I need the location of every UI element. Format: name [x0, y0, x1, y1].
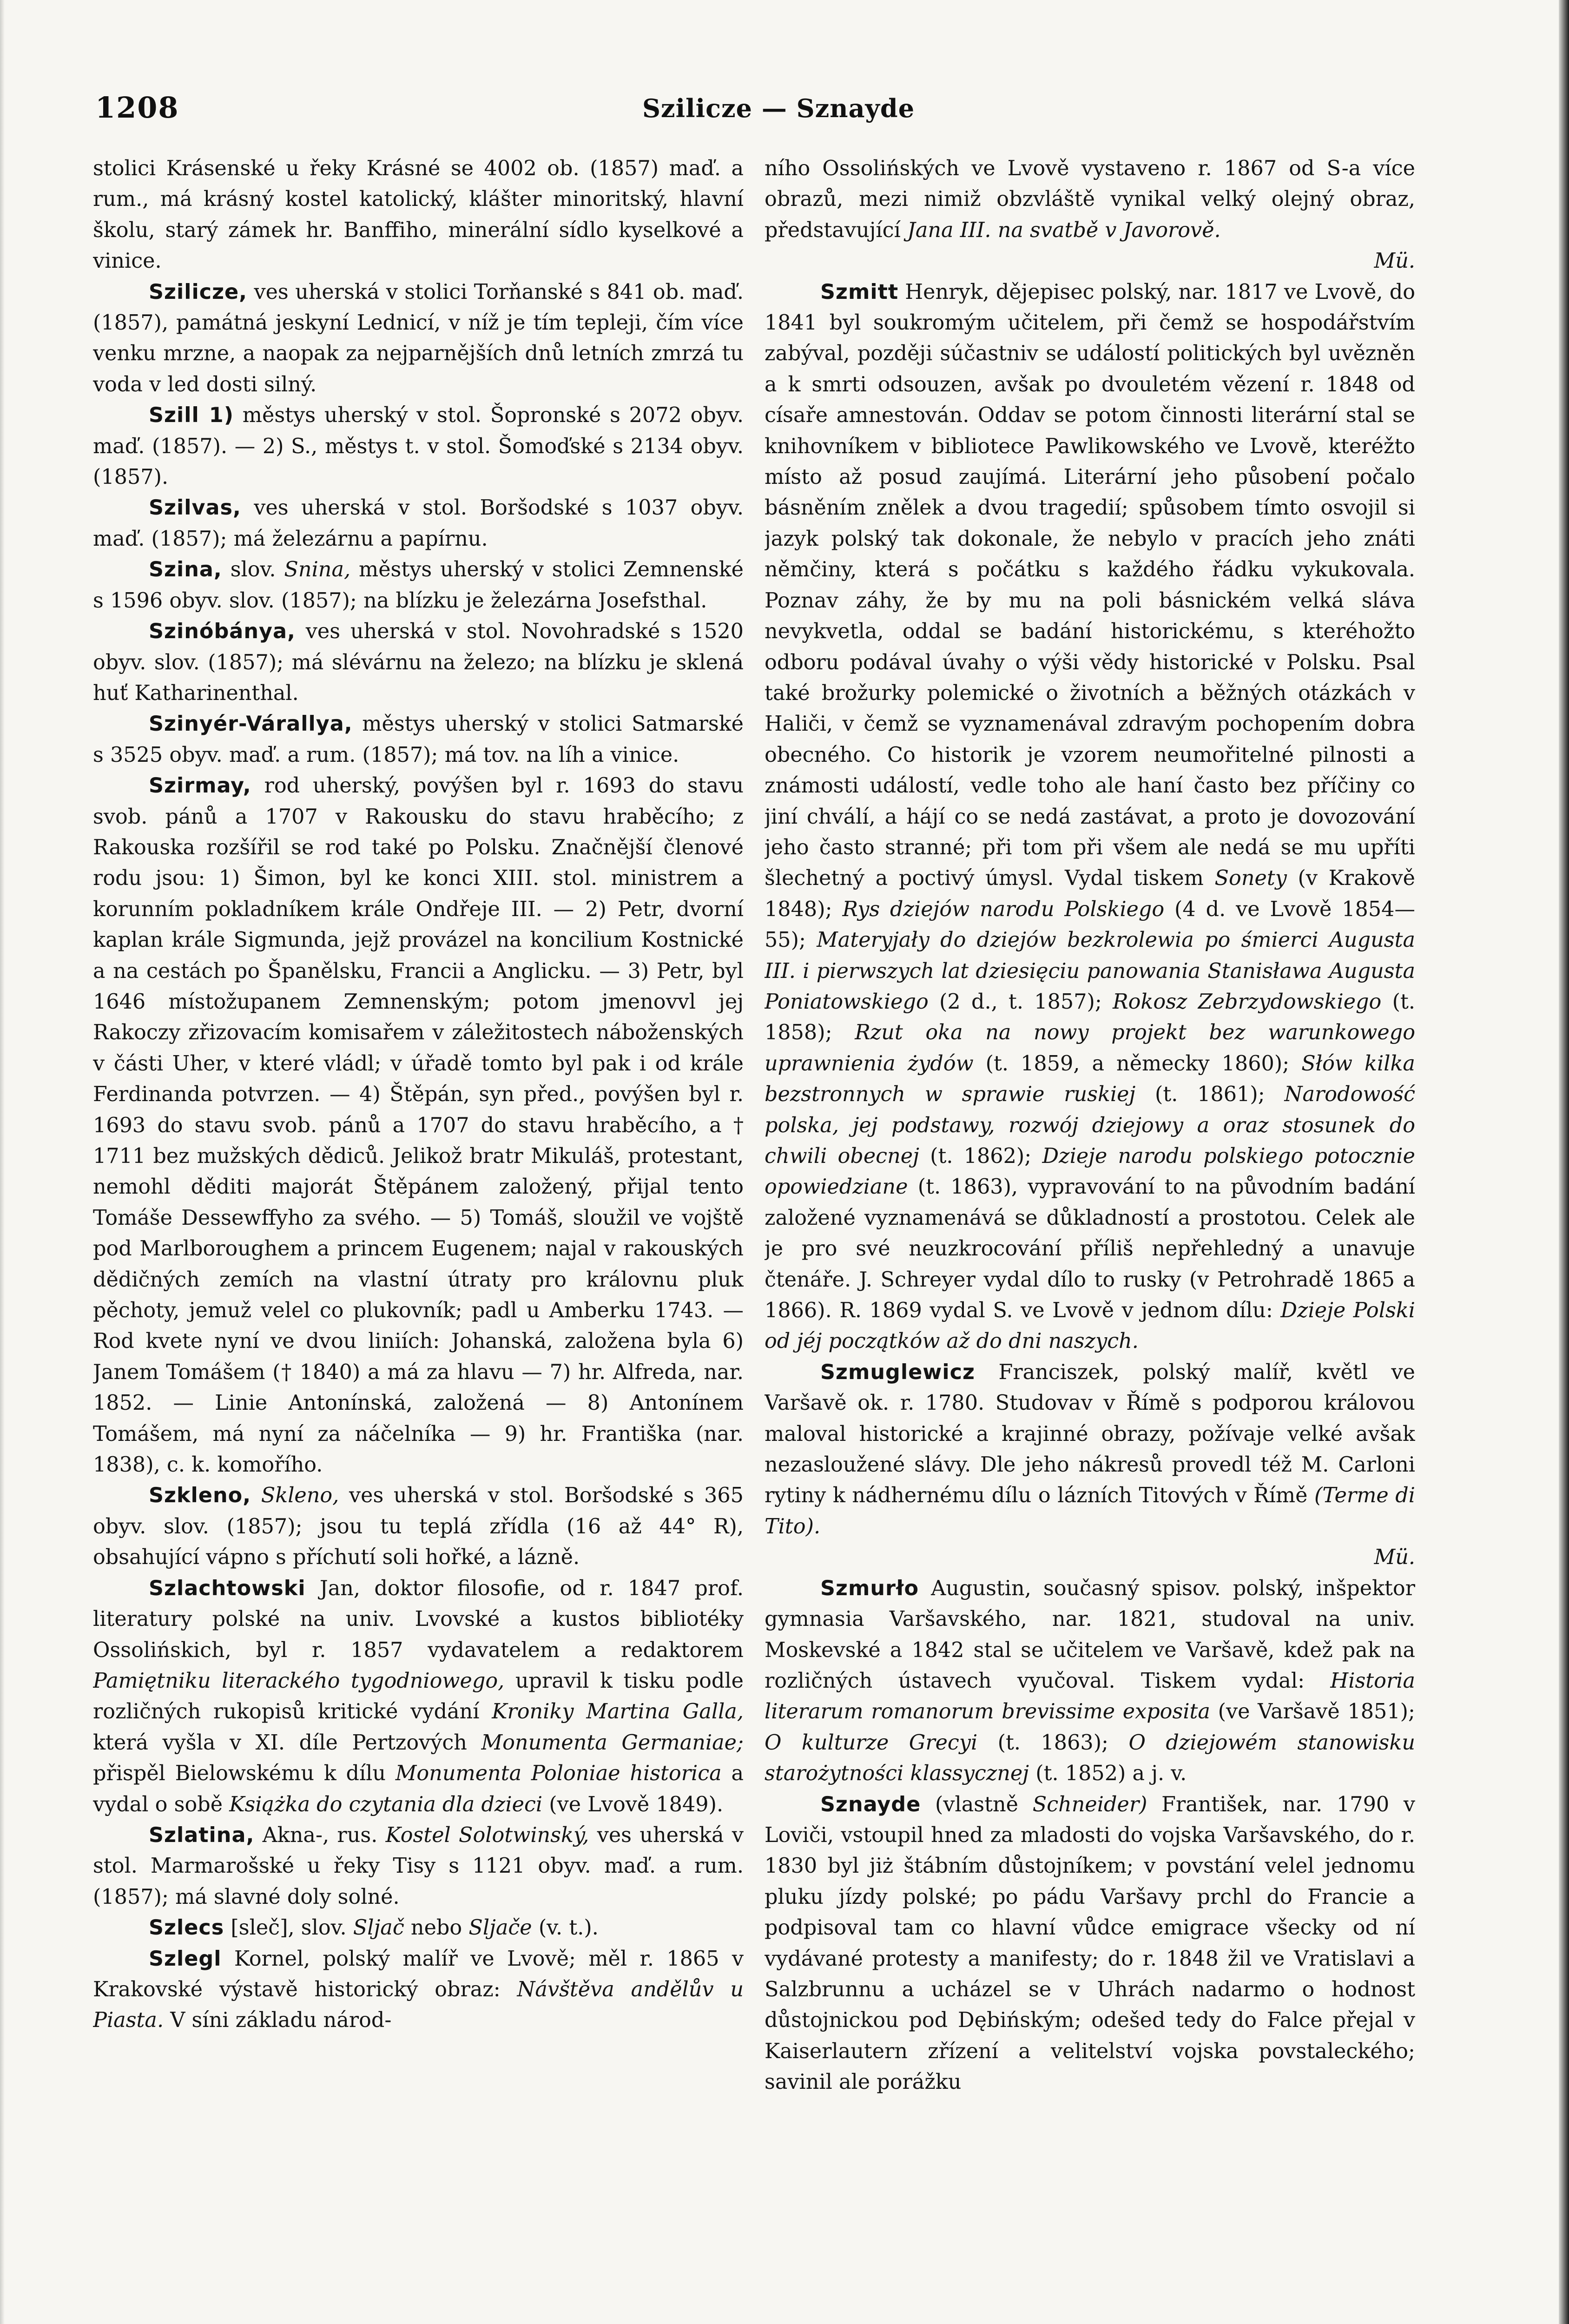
- entry-text: (vlastně: [935, 1792, 1019, 1816]
- entry-text: Franciszek, polský malíř, květl ve Varšavě ok. r. 1780. Studovav v Římě s podporou královou maloval historické a krajinné obrazy, požívaje velké avšak nezasloužené slávy. Dle jeho nákresů provedl též M. Carloni rytiny k nádhernému dílu o lázních Titových v Římě: [765, 1360, 1415, 1508]
- entry-text: a vydal o sobě: [93, 1762, 744, 1816]
- entry-italic: Rzut oka na nowy projekt bez warunkowego uprawnienia żydów: [765, 1021, 1415, 1076]
- headword: Szmuglewicz: [820, 1360, 975, 1384]
- entry-italic: Narodowość polska, jej podstawy, rozwój dziejowy a oraz stosunek do chwili obecnej: [765, 1083, 1415, 1168]
- entry-text: stolici Krásenské u řeky Krásné se 4002 ob. (1857) maď. a rum., má krásný kostel katolický, klášter minoritský, hlavní školu, starý zámek hr. Banffiho, minerální sídlo kyselkové a vinice.: [93, 157, 744, 273]
- entry-szlachtowski: [93, 1573, 744, 1820]
- entry-text: Kornel, polský malíř ve Lvově; měl r. 1865 v Krakovské výstavě historický obraz:: [93, 1947, 744, 2001]
- entry-text: (t. 1861);: [1155, 1083, 1265, 1107]
- entry-text: městys uherský v stolici Zemnenské s 1596 obyv. slov. (1857); na blízku je železárna Josefsthal.: [93, 558, 744, 613]
- entry-italic: Snina,: [284, 558, 351, 582]
- entry-text: (t. 1858);: [765, 990, 1415, 1045]
- right-column: [765, 153, 1415, 2254]
- entry-italic: Rys dziejów narodu Polskiego: [842, 897, 1165, 921]
- author-signature: Mü.: [1374, 249, 1415, 273]
- entry-italic: (Terme di Tito).: [765, 1484, 1415, 1538]
- entry-italic: Návštěva andělův u Piasta.: [93, 1977, 744, 2033]
- entry-szlecs: [93, 1913, 744, 1943]
- entry-sznayde: [765, 1789, 1415, 2098]
- entry-text: přispěl Bielowskému k dílu: [93, 1762, 386, 1786]
- author-signature: Mü.: [1374, 1545, 1415, 1570]
- headword: Szirmay,: [149, 774, 251, 798]
- entry-text: (ve Lvově 1849).: [549, 1792, 724, 1816]
- entry-italic: Skleno,: [261, 1484, 339, 1508]
- entry-text: (ve Varšavě 1851);: [1218, 1700, 1415, 1724]
- entry-text: nebo: [410, 1916, 462, 1940]
- entry-text: ves uherská v stol. Marmarošské u řeky Tisy s 1121 obyv. maď. a rum. (1857); má slavné doly solné.: [93, 1823, 744, 1909]
- entry-szilicze: [93, 277, 744, 401]
- entry-italic: Pamiętniku literackého tygodniowego,: [93, 1669, 505, 1693]
- entry-text: ves uherská v stol. Novohradské s 1520 obyv. slov. (1857); má slévárnu na železo; na blízku je sklená huť Katharinenthal.: [93, 620, 744, 705]
- entry-italic: Rokosz Zebrzydowskiego: [1113, 990, 1382, 1014]
- entry-text: Akna-, rus.: [262, 1823, 378, 1847]
- headword: Szlegl: [149, 1947, 222, 1971]
- entry-text: městys uherský v stol. Šopronské s 2072 obyv. maď. (1857). — 2) S., městys t. v stol. Šomoďské s 2134 obyv. (1857).: [93, 403, 744, 489]
- entry-text: (t. 1859, a německy 1860);: [985, 1051, 1290, 1076]
- entry-italic: Kostel Solotwinský,: [385, 1823, 589, 1847]
- entry-text: slov.: [230, 558, 276, 582]
- entry-text: (v. t.).: [538, 1916, 599, 1940]
- entry-italic: Sonety: [1214, 866, 1287, 891]
- page-right-edge: [1559, 0, 1569, 2324]
- page-left-edge: [0, 0, 5, 2324]
- running-title: Szilicze — Sznayde: [642, 93, 915, 123]
- left-column: [93, 153, 744, 2254]
- entry-text: Jan, doktor filosofie, od r. 1847 prof. literatury polské na univ. Lvovské a kustos bibliotéky Ossolińskich, byl r. 1857 vydavatelem a redaktorem: [93, 1576, 744, 1662]
- entry-szinyer-varallya: [93, 709, 744, 771]
- entry-text: ves uherská v stol. Boršodské s 365 obyv. slov. (1857); jsou tu teplá zřídla (16 až 44° R), obsahující vápno s příchutí soli hořké, a lázně.: [93, 1484, 744, 1570]
- entry-szmurlo: [765, 1573, 1415, 1789]
- entry-italic: O dziejowém stanowisku starożytności klassycznej: [765, 1730, 1415, 1786]
- entry-text: městys uherský v stolici Satmarské s 3525 obyv. maď. a rum. (1857); má tov. na líh a vinice.: [93, 712, 744, 767]
- entry-szill: [93, 400, 744, 493]
- entry-italic: Sljač: [353, 1916, 404, 1940]
- entry-szina: [93, 555, 744, 616]
- entry-text: Augustin, současný spisov. polský, inšpektor gymnasia Varšavského, nar. 1821, studoval na univ. Moskevské a 1842 stal se učitelem ve Varšavě, kdež pak na rozličných ústavech vyučoval. Tiskem vydal:: [765, 1576, 1415, 1693]
- entry-italic: Jana III. na svatbě v Javorově.: [907, 218, 1221, 242]
- entry-szilvas: [93, 493, 744, 555]
- headword: Szinóbánya,: [149, 620, 296, 644]
- entry-italic: Dzieje narodu polskiego potocznie opowiedziane: [765, 1144, 1415, 1199]
- entry-italic: Monumenta Poloniae historica: [395, 1762, 722, 1786]
- entry-text: (t. 1862);: [930, 1144, 1032, 1168]
- entry-text: (4 d. ve Lvově 1854—55);: [765, 897, 1415, 952]
- entry-szmitt: [765, 277, 1415, 1357]
- entry-text: (t. 1863);: [997, 1730, 1109, 1755]
- entry-text: (2 d., t. 1857);: [939, 990, 1102, 1014]
- entry-italic: Historia literarum romanorum brevissime exposita: [765, 1669, 1415, 1724]
- entry-text: (t. 1863), vypravování to na původním badání založené vyznamenává se důkladností a prostotou. Celek ale je pro své neuzkrocování příliš nepřehledný a unavuje čtenáře. J. Schreyer vydal dílo to rusky (v Petrohradě 1865 a 1866). R. 1869 vydal S. ve Lvově v jednom dílu:: [765, 1175, 1415, 1323]
- headword: Szill 1): [149, 403, 234, 428]
- entry-text: V síni základu národ-: [170, 2008, 392, 2033]
- headword: Szmurło: [820, 1576, 919, 1600]
- headword: Szmitt: [820, 280, 899, 304]
- headword: Szlachtowski: [149, 1576, 306, 1600]
- entry-szmuglewicz: [765, 1357, 1415, 1542]
- headword: Szina,: [149, 558, 222, 582]
- headword: Szinyér-Várallya,: [149, 712, 353, 736]
- entry-szirmay: [93, 771, 744, 1480]
- entry-text: upravil k tisku podle rozličných rukopisů kritické vydání: [93, 1669, 744, 1724]
- page-header: [95, 91, 1462, 132]
- entry-italic: Monumenta Germaniae;: [481, 1730, 744, 1755]
- entry-text: [sleč], slov.: [231, 1916, 347, 1940]
- entry-text: (t. 1852) a j. v.: [1035, 1762, 1187, 1786]
- entry-szkleno: [93, 1480, 744, 1573]
- entry-text: rod uherský, povýšen byl r. 1693 do stavu svob. pánů a 1707 v Rakousku do stavu hraběcího; z Rakouska rozšířil se rod také po Polsku. Značnější členové rodu jsou: 1) Šimon, byl ke konci XIII. stol. ministrem a korunním pokladníkem krále Ondřeje III. — 2) Petr, dvorní kaplan krále Sigmunda, jejž provázel na koncilium Kostnické a na cestách po Španělsku, Francii a Anglicku. — 3) Petr, byl 1646 místožupanem Zemnenským; potom jmenovvl jej Rakoczy zřizovacím komisařem v záležitostech náboženských v části Uher, v které vládl; v úřadě tomto byl pak i od krále Ferdinanda potvrzen. — 4) Štěpán, syn před., povýšen byl r. 1693 do stavu svob. pánů a 1707 do stavu hraběcího, a † 1711 bez mužských dědiců. Jelikož bratr Mikuláš, protestant, nemohl děditi majorát Štěpánem založený, přijal tento Tomáše Dessewffyho za svého. — 5) Tomáš, sloužil ve vojště pod Marlboroughem a princem Eugenem; najal v rakouských dědičných zemích na vlastní útraty pro královnu pluk pěchoty, jemuž velel co plukovník; padl u Amberku 1743. — Rod kvete nyní ve dvou liniích: Johanská, založena byla 6) Janem Tomášem († 1840) a má za hlavu — 7) hr. Alfreda, nar. 1852. — Linie Antonínská, založená — 8) Antonínem Tomášem, má nyní za náčelníka — 9) hr. Františka (nar. 1838), c. k. komořího.: [93, 774, 744, 1477]
- entry-text: která vyšla v XI. díle Pertzových: [93, 1730, 467, 1755]
- entry-text: Henryk, dějepisec polský, nar. 1817 ve Lvově, do 1841 byl soukromým učitelem, při čemž se hospodářstvím zabýval, později súčastniv se událostí politických byl uvězněn a k smrti odsouzen, avšak po dvouletém vězení r. 1848 od císaře amnestován. Oddav se potom činnosti literární stal se knihovníkem v bibliotece Pawlikowského ve Lvově, kteréžto místo až posud zaujímá. Literární jeho působení počalo básněním znělek a dvou tragedií; spůsobem tímto osvojil si jazyk polský tak dokonale, že nebylo v pracích jeho znáti němčiny, která s počátku s každého řádku vykukovala. Poznav záhy, že by mu na poli básnickém velká sláva nevykvetla, oddal se badání historickému, s kteréhožto odboru podával úvahy o výši vědy historické v Polsku. Psal také brožurky polemické o životních a běžných otázkách v Haliči, v čemž se vyznamenával zdravým pochopením dobra obecného. Co historik je vzorem neumořitelné pilnosti a známosti událostí, vedle toho ale haní často bez příčiny co jiní chválí, a hájí co se nedá zastávat, a proto je dovozování jeho často stranné; při tom při všem ale nedá se mu upříti šlechetný a poctivý úmysl. Vydal tiskem: [765, 280, 1415, 891]
- headword: Szlecs: [149, 1916, 224, 1940]
- entry-szlegl-continuation: [765, 153, 1415, 246]
- entry-text: ního Ossolińských ve Lvově vystaveno r. 1867 od S-a více obrazů, mezi nimiž obzvláště vynikal velký olejný obraz, představující: [765, 157, 1415, 242]
- entry-italic: Dzieje Polski od jéj początków až do dni naszych.: [765, 1299, 1415, 1353]
- entry-italic: Książka do czytania dla dzieci: [229, 1792, 543, 1816]
- entry-text: František, nar. 1790 v Loviči, vstoupil hned za mladosti do vojska Varšavského, do r. 1830 byl jiż štábním důstojníkem; v povstání velel jednomu pluku jízdy polské; po pádu Varšavy prchl do Francie a podpisoval tam co hlavní vůdce emigrace všecky od ní vydávané protesty a manifesty; do r. 1848 žil ve Vratislavi a Salzbrunnu a ucházel se v Uhrách nadarmo o hodnost důstojnickou pod Dębińským; odešed tedy do Falce přejal v Kaiserlautern zřízení a velitelství vojska povstaleckého; savinil ale porážku: [765, 1792, 1415, 2094]
- entry-szlatina: [93, 1820, 744, 1913]
- entry-italic: Kroniky Martina Galla,: [492, 1700, 744, 1724]
- headword: Sznayde: [820, 1792, 921, 1816]
- entry-italic: Sljače: [468, 1916, 532, 1940]
- entry-continuation: [93, 153, 744, 277]
- page-number: 1208: [95, 91, 179, 125]
- entry-text: ves uherská v stol. Boršodské s 1037 obyv. maď. (1857); má železárnu a papírnu.: [93, 496, 744, 551]
- headword: Szilicze,: [149, 280, 248, 304]
- entry-italic: Materyjały do dziejów bezkrolewia po śmierci Augusta III. i pierwszych lat dziesięciu panowania Stanisława Augusta Poniatowskiego: [765, 928, 1415, 1014]
- headword: Szilvas,: [149, 496, 241, 520]
- headword: Szkleno,: [149, 1484, 251, 1508]
- entry-text: (v Krakově 1848);: [765, 866, 1415, 921]
- entry-italic: Słów kilka bezstronnych w sprawie ruskiej: [765, 1051, 1415, 1107]
- entry-szlegl: [93, 1944, 744, 2036]
- headword: Szlatina,: [149, 1823, 255, 1847]
- entry-italic: O kulturze Grecyi: [765, 1730, 978, 1755]
- entry-szinobanya: [93, 616, 744, 709]
- entry-italic: Schneider): [1032, 1792, 1147, 1816]
- entry-text: ves uherská v stolici Torňanské s 841 ob. maď. (1857), památná jeskyní Lednicí, v níž je tím tepleji, čím více venku mrzne, a naopak za nejparnějších dnů letních zmrzá tu voda v led dosti silný.: [93, 280, 744, 396]
